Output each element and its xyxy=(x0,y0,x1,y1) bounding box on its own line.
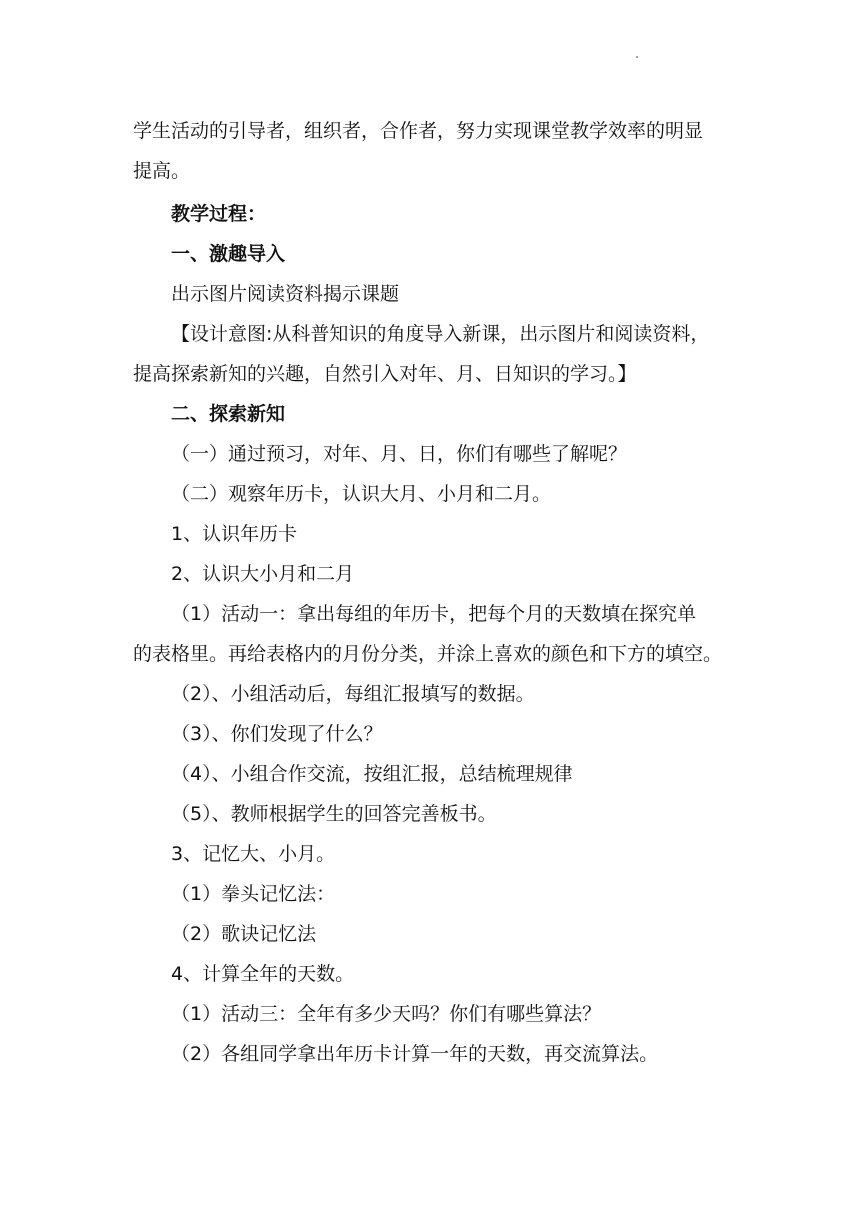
activity-step-5: （5）、教师根据学生的回答完善板书。 xyxy=(171,803,497,825)
page-dot xyxy=(636,56,638,58)
activity-1-line-2: 的表格里。再给表格内的月份分类，并涂上喜欢的颜色和下方的填空。 xyxy=(133,643,723,665)
paragraph-intro-line-1: 学生活动的引导者，组织者，合作者，努力实现课堂教学效率的明显 xyxy=(133,120,704,142)
section-heading-teaching-process: 教学过程： xyxy=(171,203,267,225)
design-intent-line-2: 提高探索新知的兴趣，自然引入对年、月、日知识的学习。】 xyxy=(133,363,637,385)
step-2: 2、认识大小月和二月 xyxy=(171,563,355,585)
intro-text: 出示图片阅读资料揭示课题 xyxy=(171,283,400,305)
activity-step-2: （2）、小组活动后，每组汇报填写的数据。 xyxy=(171,683,535,705)
activity-1-line-1: （1）活动一：拿出每组的年历卡，把每个月的天数填在探究单 xyxy=(171,603,697,625)
activity-step-4: （4）、小组合作交流，按组汇报，总结梳理规律 xyxy=(171,763,573,785)
activity-step-3: （3）、你们发现了什么？ xyxy=(171,723,383,745)
step-3: 3、记忆大、小月。 xyxy=(171,843,336,865)
step-4: 4、计算全年的天数。 xyxy=(171,963,355,985)
activity-3-line-1: （1）活动三：全年有多少天吗？你们有哪些算法？ xyxy=(171,1003,602,1025)
design-intent-line-1: 【设计意图:从科普知识的角度导入新课，出示图片和阅读资料， xyxy=(171,323,710,345)
activity-3-line-2: （2）各组同学拿出年历卡计算一年的天数，再交流算法。 xyxy=(171,1043,659,1065)
paragraph-intro-line-2: 提高。 xyxy=(133,160,191,182)
explore-item-1: （一）通过预习，对年、月、日，你们有哪些了解呢？ xyxy=(171,443,628,465)
memory-method-1: （1）拳头记忆法： xyxy=(171,883,336,905)
section-heading-intro: 一、激趣导入 xyxy=(171,243,286,265)
memory-method-2: （2）歌诀记忆法 xyxy=(171,923,317,945)
step-1: 1、认识年历卡 xyxy=(171,523,298,545)
section-heading-explore: 二、探索新知 xyxy=(171,403,286,425)
explore-item-2: （二）观察年历卡，认识大月、小月和二月。 xyxy=(171,483,552,505)
